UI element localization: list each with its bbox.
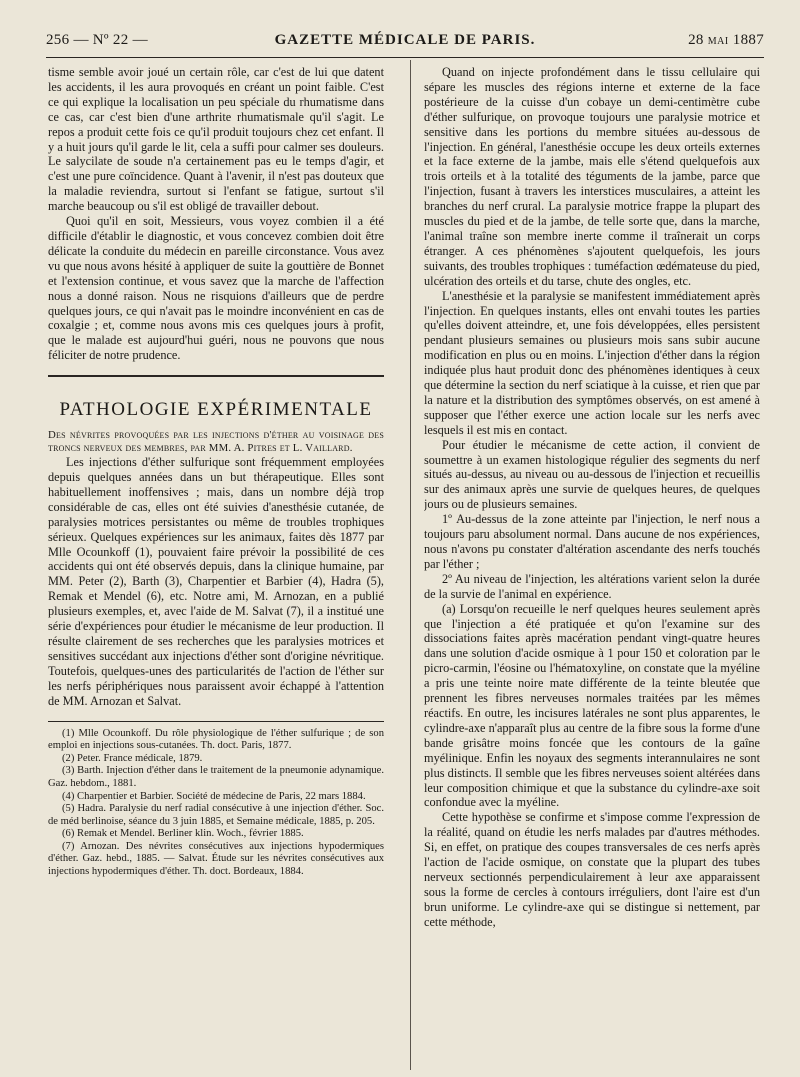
journal-title: GAZETTE MÉDICALE DE PARIS. [274, 32, 536, 48]
paragraph: Quand on injecte profondément dans le tissu cellulaire qui sépare les muscles des régions interne et externe de la face postérieure de la cuisse d'un cobaye un demi-centimètre cube d'éther sulfurique, on provoque toujours une paralysie motrice et sensitive dans les portions du membre situées au-dessous de l'injection. En général, l'anesthésie occupe les deux orteils externes et la face externe de la jambe, mais elle s'étend quelquefois aux trois orteils et à la totalité des téguments de la jambe, parce que l'injection, fusant à travers les interstices musculaires, a atteint les branches du nerf crural. La paralysie motrice frappe la plupart des muscles du pied et de la jambe, de telle sorte que, dans la marche, l'animal traîne son membre inerte comme il traînerait un corps étranger. A ces phénomènes s'ajoutent quelquefois, les jours suivants, des troubles trophiques : tuméfaction œdémateuse du pied, ulcération des orteils et du tarse, chute des ongles, etc. [424, 65, 760, 288]
paragraph: L'anesthésie et la paralysie se manifestent immédiatement après l'injection. En quelques instants, elles ont envahi toutes les parties qu'elles doivent atteindre, et, une fois développées, elles persistent pendant plusieurs semaines ou plusieurs mois sans subir aucune modification en plus ou en moins. L'injection d'éther dans la région indiquée plus haut produit donc des phénomènes identiques à ceux que détermine la section du nerf sciatique à la cuisse, et rien que par la nature et la distribution des symptômes observés, on est amené à supposer que l'éther exerce une action locale sur les nerfs avec lesquels il est mis en contact. [424, 288, 760, 437]
column-divider [410, 60, 411, 1070]
section-rule [48, 375, 384, 377]
footnote-rule [48, 721, 384, 722]
left-column [48, 65, 384, 1065]
issue-date [688, 32, 764, 49]
date-year: 1887 [732, 32, 764, 48]
paragraph: (a) Lorsqu'on recueille le nerf quelques heures seulement après que l'injection a été pratiquée et qu'on l'examine sur des dissociations faites après macération pendant vingt-quatre heures dans une solution d'acide osmique à 1 pour 150 et coloration par le picro-carmin, l'éosine ou l'hématoxyline, on constate que la myéline a pris une teinte noire mate différente de la teinte bleutée que prennent les fibres nerveuses normales traitées par les mêmes réactifs. En outre, les incisures latérales ne sont plus apparentes, le cylindre-axe n'apparaît plus au centre de la fibre sous la forme d'une bande grisâtre moins foncée que les contours de la gaîne myélinique. Enfin les noyaux des segments interannulaires ne sont plus distincts. Il semble que les fibres nerveuses soient altérées dans leur composition chimique et que la substance du cylindre-axe soit confondue avec la myéline. [424, 601, 760, 810]
header-rule [46, 57, 764, 58]
paragraph: Pour étudier le mécanisme de cette action, il convient de soumettre à un examen histologique régulier des segments du nerf situés au-dessus, au niveau ou au-dessous de l'injection et recueillis sur des animaux après une survie de quelques heures, de quelques jours ou de plusieurs semaines. [424, 437, 760, 512]
article-heading: Des névrites provoquées par les injections d'éther au voisinage des troncs nerveux des membres, par MM. A. Pitres et L. Vaillard. [48, 429, 384, 455]
footnote: (2) Peter. France médicale, 1879. [62, 752, 203, 764]
page-header [46, 32, 764, 52]
section-title: PATHOLOGIE EXPÉRIMENTALE [59, 399, 373, 421]
paragraph: Quoi qu'il en soit, Messieurs, vous voyez combien il a été difficile d'établir le diagnostic, et vous concevez combien doit être délicate la conduite du médecin en pareille circonstance. Vous avez vu que nous avons hésité à appliquer de suite la gouttière de Bonnet et l'extension continue, et vous savez que la marche de l'affection nous a donné raison. Nous ne risquions d'ailleurs que de perdre quelques jours, ce qui n'avait pas le moindre inconvénient en cas de coxalgie ; et, comme nous avons mis ces quelques jours à profit, que le malade est aujourd'hui guéri, nous ne pouvons que nous féliciter de notre prudence. [48, 214, 384, 363]
right-column [424, 65, 760, 1065]
footnote: (7) Arnozan. Des névrites consécutives aux injections hypodermiques d'éther. Gaz. hebd., 1885. — Salvat. Étude sur les névrites consécutives aux injections hypodermiques d'éther. Th. doct. Bordeaux, 1884. [48, 840, 384, 878]
paragraph: Les injections d'éther sulfurique sont fréquemment employées depuis quelques années dans un but thérapeutique. Elles sont habituellement inoffensives ; mais, dans un nombre déjà trop considérable de cas, elles ont été suivies d'anesthésie cutanée, de paralysies motrices persistantes ou même de troubles trophiques sérieux. Quelques expériences sur les animaux, faites dès 1877 par Mlle Ocounkoff (1), pouvaient faire prévoir la possibilité de ces accidents qui ont été observés depuis, dans la clinique humaine, par MM. Peter (2), Barth (3), Charpentier et Barbier (4), Hadra (5), Remak et Mendel (6), etc. Notre ami, M. Arnozan, en a publié plusieurs exemples, et, avec l'aide de M. Salvat (7), il a institué une série d'expériences pour étudier le mécanisme de leur production. Il résulte clairement de ses recherches que les paralysies motrices et sensitives succédant aux injections d'éther sont d'origine névritique. Toutefois, quelques-unes des particularités de l'action de l'éther sur les nerfs périphériques nous paraissent avoir échappé à l'attention de MM. Arnozan et Salvat. [48, 455, 384, 708]
page-number: 256 — Nº 22 — [46, 32, 148, 48]
paragraph: 2º Au niveau de l'injection, les altérations varient selon la durée de la survie de l'animal en expérience. [424, 571, 760, 601]
footnote: (1) Mlle Ocounkoff. Du rôle physiologique de l'éther sulfurique ; de son emploi en injections sous-cutanées. Th. doct. Paris, 1877. [48, 727, 384, 752]
date-day: 28 [688, 32, 704, 48]
paragraph: Cette hypothèse se confirme et s'impose comme l'expression de la réalité, quand on étudie les nerfs malades par d'autres méthodes. Si, en effet, on pratique des coupes transversales de ces nerfs après l'action de l'acide osmique, on constate que la plupart des tubes nerveux sectionnés perpendiculairement à leur axe apparaissent sous la forme de cercles à contours irréguliers, dont l'aire est d'un brun uniforme. Le cylindre-axe qui se distingue si nettement, par cette méthode, [424, 810, 760, 929]
footnote: (4) Charpentier et Barbier. Société de médecine de Paris, 22 mars 1884. [62, 790, 366, 802]
footnotes [48, 728, 384, 879]
footnote: (6) Remak et Mendel. Berliner klin. Woch., février 1885. [62, 828, 304, 840]
footnote: (5) Hadra. Paralysie du nerf radial consécutive à une injection d'éther. Soc. de méd berlinoise, séance du 3 juin 1885, et Semaine médicale, 1885, p. 205. [48, 803, 384, 827]
footnote: (3) Barth. Injection d'éther dans le traitement de la pneumonie adynamique. Gaz. hebdom., 1881. [48, 765, 384, 789]
paragraph: 1º Au-dessus de la zone atteinte par l'injection, le nerf nous a toujours paru absolument normal. Dans aucune de nos expériences, nous n'avons pu constater d'altération ascendante des nerfs touchés par l'éther ; [424, 512, 760, 571]
paragraph: tisme semble avoir joué un certain rôle, car c'est de lui que datent les accidents, il les aura provoqués en créant un point faible. C'est ce qui explique la localisation un peu spéciale du rhumatisme dans ce cas, car c'est bien d'une arthrite rhumatismale qu'il s'agit. Le repos a produit cette fois ce qu'il produit toujours chez cet enfant. Il y a huit jours qu'il garde le lit, cela a suffi pour calmer ses douleurs. Le salycilate de soude n'a certainement pas eu le temps d'agir, et c'est une pure coïncidence. Quant à l'avenir, il n'est pas douteux que la maladie reviendra, surtout si l'enfant se fatigue, surtout s'il marche beaucoup ou s'il est obligé de travailler debout. [48, 65, 384, 214]
date-month: MAI [707, 36, 729, 47]
